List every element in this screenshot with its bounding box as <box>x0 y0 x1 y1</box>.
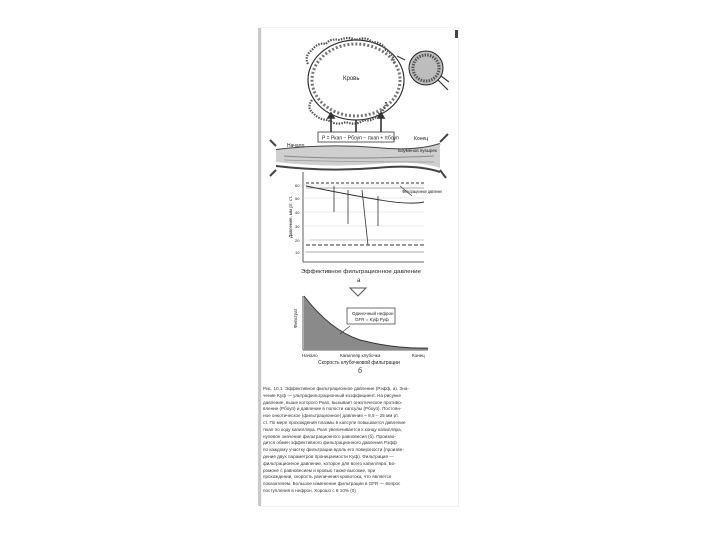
caption-line: поступления в нефрон. Хорошо с 8 10% (0) <box>263 487 356 493</box>
tick-20: 20 <box>295 238 300 243</box>
caption-line: Рис. 10.1. Эффективное фильтрационное давление (Pэфф, а). Зна- <box>263 386 409 391</box>
graph-a <box>295 172 424 262</box>
graph-b-x-start: Начало <box>302 353 318 358</box>
panel-letter-b: б <box>357 368 362 375</box>
tick-40: 40 <box>295 210 300 215</box>
caption-line: чение Kуф — ультрафильтрационный коэффициент. На рисунке <box>263 392 402 398</box>
formula-text: P = Pкап − Pбоуп − πкап + πбоуп <box>322 135 399 142</box>
nephron-box-line1: Одиночный нефрон <box>352 311 394 316</box>
tick-10: 10 <box>295 250 300 255</box>
graph-b <box>303 296 428 350</box>
figure-caption <box>263 386 457 495</box>
caption-line: вление (Pбоуп) и давление в полости капсулы (Pбоуп). Постоян- <box>263 406 402 412</box>
caption-line: дится обмен эффективного фильтрационного давления Pэфф <box>263 440 397 446</box>
graph-a-xlabel: Эффективное фильтрационное давление <box>301 269 422 275</box>
panel-letter-a: а <box>357 278 361 284</box>
graph-b-x-end: Конец <box>412 353 425 358</box>
caption-line: показателем. Большое изменение фильтрации в GFR — вопрос <box>263 481 401 487</box>
caption-line: πкап по ходу капилляра. Pкап увеличивается к концу капилляра, <box>263 426 402 432</box>
tick-30: 30 <box>295 224 300 229</box>
nephron-box-line2: GFR = Kуф Pуф <box>355 317 389 322</box>
down-arrow-icon <box>350 288 366 296</box>
caption-line: прохождении, скорость увеличения кровотока, что является <box>263 474 392 480</box>
graph-b-ylabel: Фильтрат <box>293 308 298 328</box>
graph-a-ylabel: Давление, мм рт. ст. <box>288 196 293 238</box>
capsule-label: Боуменов пузырек <box>398 148 437 153</box>
blood-label: Кровь <box>343 76 360 82</box>
glomerulus-illustration <box>307 38 449 124</box>
caption-line: фильтрационное давление, которое для всего капилляра. Бо- <box>263 460 396 466</box>
vessel-start-label: Начало <box>287 143 305 149</box>
caption-line: дение двух параметров проницаемости Kуф). Фильтрация — <box>263 453 394 459</box>
caption-line: нулевое значение фильтрационного равновесия (б). Произво- <box>263 433 396 439</box>
tick-50: 50 <box>295 196 300 201</box>
tick-60: 60 <box>295 183 300 188</box>
caption-line: ромоне с равновесием и кровью также высокие, при <box>263 467 376 473</box>
caption-line: по каждому участку фильтрации вдоль его поверхности (произве- <box>263 447 404 453</box>
caption-line: давление, выше которого Pкап, вызывает онкотическое противо- <box>263 399 403 405</box>
caption-line: ст. По мере прохождения плазмы в капсуле повышается давление <box>263 419 406 425</box>
graph-b-xlabel: Скорость клубочковой фильтрации <box>318 360 400 366</box>
graph-b-x-mid: Капилляр клубочка <box>340 353 381 358</box>
vessel-end-label: Конец <box>414 136 429 142</box>
caption-line: ное онкотическое (фильтрационное) давление ~ 8,5 – 25 мм рт. <box>263 413 399 419</box>
filtration-label-line: Фильтрационное давление <box>402 189 443 194</box>
